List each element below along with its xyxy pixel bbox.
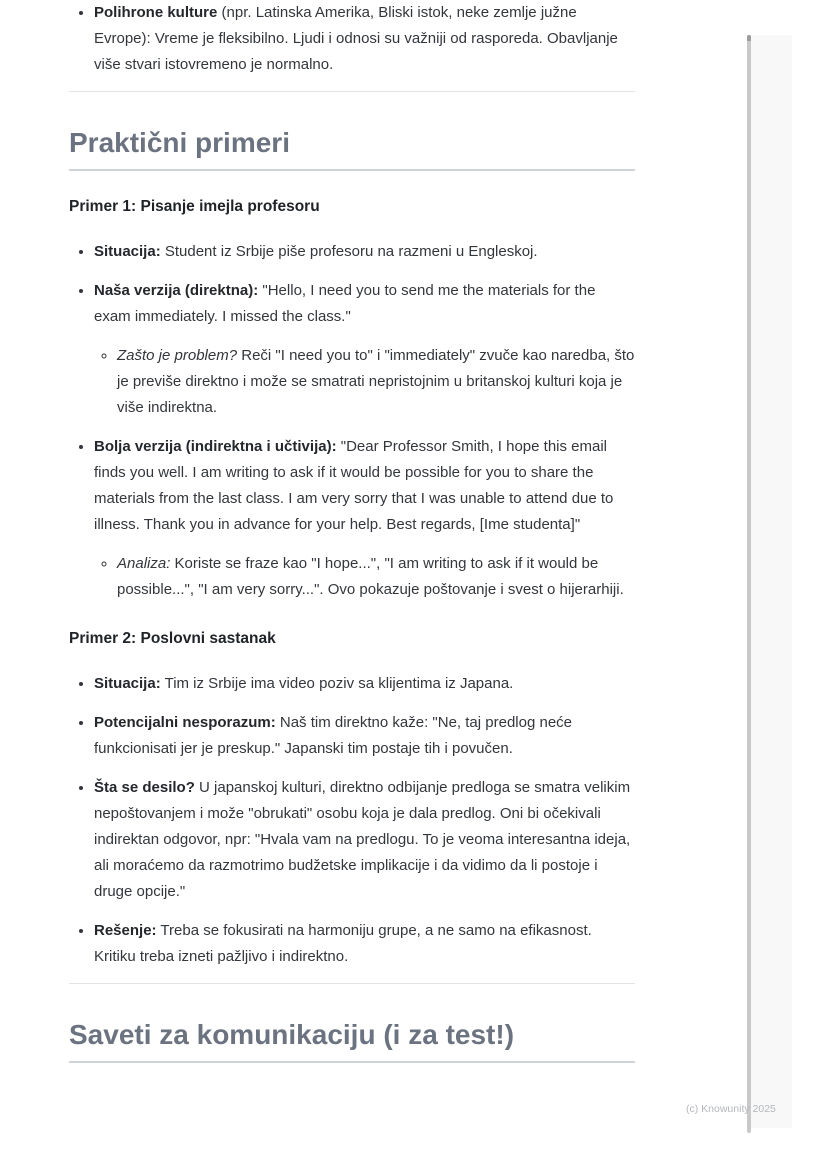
bullet-text: Student iz Srbije piše profesoru na razmeni u Engleskoj. xyxy=(160,243,538,260)
copyright-footer: (c) Knowunity 2025 xyxy=(686,1103,776,1115)
list-item xyxy=(94,671,635,697)
bullet-label: Šta se desilo? xyxy=(94,779,195,796)
bullet-label: Situacija: xyxy=(94,243,161,260)
bullet-text: (npr. Latinska Amerika, Bliski istok, neke zemlje južne Evrope): Vreme je fleksibilno. Ljudi i odnosi su važniji od rasporeda. Obavljanje više stvari istovremeno je normalno. xyxy=(94,4,618,73)
list-item xyxy=(94,239,635,265)
page-edge-gutter xyxy=(751,35,792,1128)
list-item xyxy=(94,710,635,762)
primer2-list xyxy=(69,671,635,970)
list-item xyxy=(94,775,635,905)
sub-heading-primer-2: Primer 2: Poslovni sastanak xyxy=(69,630,276,647)
sub-heading-primer-1: Primer 1: Pisanje imejla profesoru xyxy=(69,198,320,215)
bullet-label: Rešenje: xyxy=(94,922,157,939)
sub-list xyxy=(94,343,635,421)
bullet-text: Treba se fokusirati na harmoniju grupe, a ne samo na efikasnost. Kritiku treba izneti pažljivo i indirektno. xyxy=(94,922,592,965)
bullet-text: Naš tim direktno kaže: "Ne, taj predlog neće funkcionisati jer je preskup." Japanski tim postaje tih i povučen. xyxy=(94,714,573,757)
bullet-label: Polihrone kulture xyxy=(94,4,218,21)
sub-bullet-text: Koriste se fraze kao "I hope...", "I am writing to ask if it would be possible...", "I am very sorry...". Ovo pokazuje poštovanje i svest o hijerarhiji. xyxy=(117,555,624,598)
bullet-label: Bolja verzija (indirektna i učtivija): xyxy=(94,438,337,455)
sub-list xyxy=(94,551,635,603)
bullet-label: Potencijalni nesporazum: xyxy=(94,714,276,731)
sub-bullet-text: Reči "I need you to" i "immediately" zvuče kao naredba, što je previše direktno i može se smatrati nepristojnim u britanskoj kulturi koja je više indirektna. xyxy=(117,347,635,416)
list-item xyxy=(94,434,635,603)
primer1-list xyxy=(69,239,635,603)
bullet-label: Situacija: xyxy=(94,675,161,692)
list-item xyxy=(94,918,635,970)
document-content xyxy=(69,0,635,1063)
sub-list-item xyxy=(117,343,635,421)
section-heading-saveti: Saveti za komunikaciju (i za test!) xyxy=(69,1018,635,1063)
sub-list-item xyxy=(117,551,635,603)
list-item xyxy=(94,0,635,78)
section-divider xyxy=(69,91,635,92)
scrollbar-thumb[interactable] xyxy=(747,35,751,1133)
sub-bullet-label: Analiza: xyxy=(117,555,171,572)
list-item xyxy=(94,278,635,421)
polychrone-cultures-list xyxy=(69,0,635,78)
bullet-label: Naša verzija (direktna): xyxy=(94,282,259,299)
bullet-text: Tim iz Srbije ima video poziv sa klijentima iz Japana. xyxy=(160,675,514,692)
bullet-text: "Dear Professor Smith, I hope this email finds you well. I am writing to ask if it would be possible for you to share the materials from the last class. I am very sorry that I was unable to attend due to illness. Thank you in advance for your help. Best regards, [Ime studenta]" xyxy=(94,438,614,533)
section-divider xyxy=(69,983,635,984)
bullet-text: "Hello, I need you to send me the materials for the exam immediately. I missed the class." xyxy=(94,282,596,325)
section-heading-prakticni-primeri: Praktični primeri xyxy=(69,126,635,171)
sub-bullet-label: Zašto je problem? xyxy=(117,347,238,364)
bullet-text: U japanskoj kulturi, direktno odbijanje predloga se smatra velikim nepoštovanjem i može "obrukati" osobu koja je dala predlog. Oni bi očekivali indirektan odgovor, npr: "Hvala vam na predlogu. To je veoma interesantna ideja, ali moraćemo da razmotrimo budžetske implikacije i da vidimo da li postoje i druge opcije." xyxy=(94,779,631,900)
